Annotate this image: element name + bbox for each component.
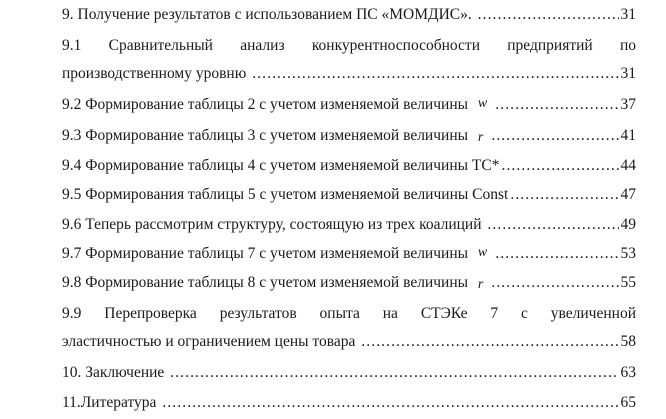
toc-page-number: 55 bbox=[620, 274, 636, 291]
toc-page-number: 44 bbox=[620, 157, 636, 174]
toc-entry-title: 9.6 Теперь рассмотрим структуру, состоящую из трех коалиций bbox=[62, 216, 486, 233]
toc-entry-title: 9. Получение результатов с использованием ПС «МОМДИС». bbox=[62, 6, 476, 23]
toc-leader-dots bbox=[491, 272, 618, 294]
toc-leader-dots bbox=[478, 4, 619, 26]
toc-entry-title: 10. Заключение bbox=[62, 364, 169, 381]
toc-page-number: 53 bbox=[620, 245, 636, 262]
toc-entry-title: 11.Литература bbox=[62, 394, 161, 411]
toc-entry-9-5[interactable] bbox=[62, 184, 636, 206]
variable-symbol: r bbox=[477, 277, 484, 292]
toc-leader-dots bbox=[495, 94, 618, 116]
variable-symbol: w bbox=[477, 96, 488, 111]
toc-entry-9-7[interactable] bbox=[62, 243, 636, 265]
toc-leader-dots bbox=[510, 184, 618, 206]
toc-entry-9-4[interactable] bbox=[62, 155, 636, 177]
toc-entry-title: 9.5 Формирования таблицы 5 с учетом изменяемой величины Const bbox=[62, 186, 509, 203]
toc-page-number: 31 bbox=[620, 65, 636, 82]
toc-entry-9-6[interactable] bbox=[62, 214, 636, 236]
toc-leader-dots bbox=[170, 362, 618, 384]
toc-leader-dots bbox=[491, 125, 618, 147]
toc-entry-9[interactable] bbox=[62, 4, 636, 26]
toc-entry-10[interactable] bbox=[62, 362, 636, 384]
toc-entry-title-cont: производственному уровню bbox=[62, 65, 251, 82]
toc-entry-9-3[interactable] bbox=[62, 125, 636, 147]
variable-symbol: w bbox=[477, 245, 488, 260]
toc-entry-9-2[interactable] bbox=[62, 94, 636, 116]
toc-entry-title: 9.2 Формирование таблицы 2 с учетом изменяемой величины bbox=[62, 96, 472, 113]
toc-leader-dots bbox=[162, 392, 618, 414]
variable-symbol: r bbox=[477, 130, 484, 145]
toc-page-number: 31 bbox=[620, 6, 636, 23]
toc-leader-dots bbox=[487, 214, 618, 236]
toc-page-number: 37 bbox=[620, 96, 636, 113]
toc-entry-9-1-line1[interactable] bbox=[62, 35, 636, 57]
toc-page-number: 49 bbox=[620, 216, 636, 233]
toc-page-number: 58 bbox=[620, 333, 636, 350]
toc-leader-dots bbox=[501, 155, 618, 177]
toc-entry-9-8[interactable] bbox=[62, 272, 636, 294]
toc-entry-9-9-line2[interactable] bbox=[62, 331, 636, 353]
toc-entry-title: 9.3 Формирование таблицы 3 с учетом изменяемой величины bbox=[62, 127, 472, 144]
toc-page-number: 63 bbox=[620, 364, 636, 381]
toc-page-number: 65 bbox=[620, 394, 636, 411]
toc-leader-dots bbox=[252, 63, 618, 85]
toc-entry-11[interactable] bbox=[62, 392, 636, 414]
toc-entry-9-9-line1[interactable] bbox=[62, 303, 636, 325]
toc-leader-dots bbox=[361, 331, 618, 353]
toc-leader-dots bbox=[495, 243, 618, 265]
toc-entry-title: 9.1 Сравнительный анализ конкурентноспособности предприятий по bbox=[62, 37, 636, 54]
toc-page-number: 41 bbox=[620, 127, 636, 144]
toc-entry-title: 9.4 Формирование таблицы 4 с учетом изменяемой величины TC* bbox=[62, 157, 500, 174]
toc-entry-title: 9.9 Перепроверка результатов опыта на СТЭКе 7 с увеличенной bbox=[62, 305, 636, 322]
toc-entry-title-cont: эластичностью и ограничением цены товара bbox=[62, 333, 360, 350]
toc-page-number: 47 bbox=[620, 186, 636, 203]
toc-entry-title: 9.7 Формирование таблицы 7 с учетом изменяемой величины bbox=[62, 245, 472, 262]
toc-entry-title: 9.8 Формирование таблицы 8 с учетом изменяемой величины bbox=[62, 274, 472, 291]
toc-entry-9-1-line2[interactable] bbox=[62, 63, 636, 85]
